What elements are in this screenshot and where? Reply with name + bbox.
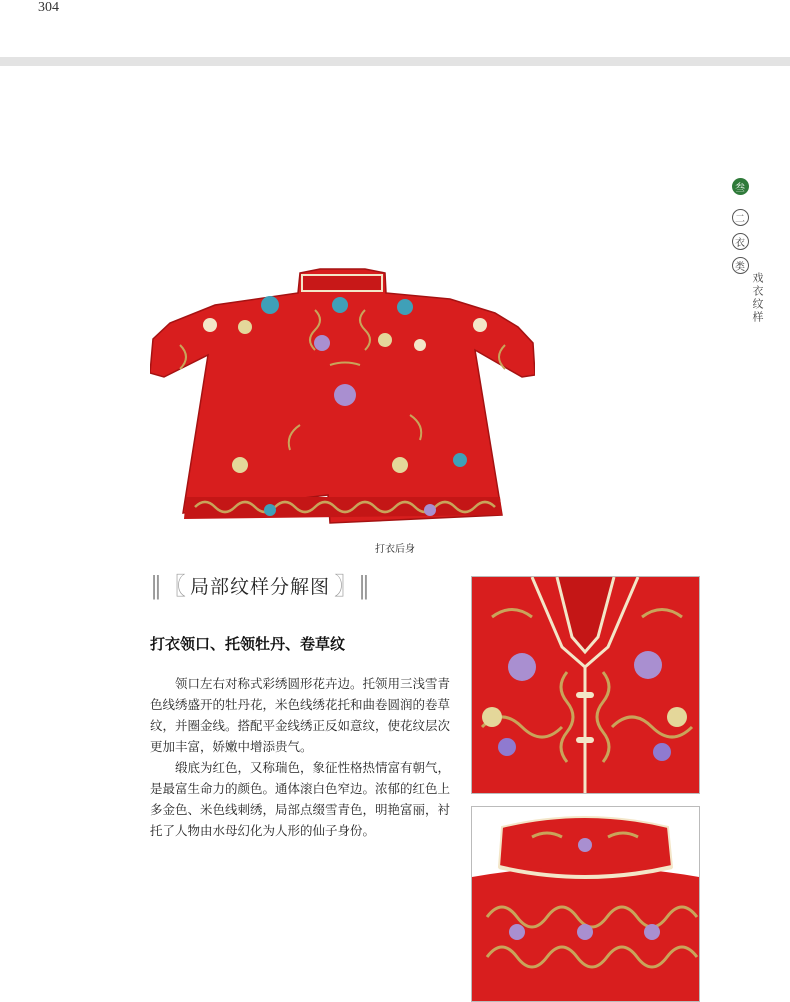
sub-heading: 打衣领口、托领牡丹、卷草纹 [150,635,346,653]
chapter-badge: 叁 [732,178,749,195]
detail-photo-collar-back [471,806,700,1002]
chapter-circle-3: 类 [732,257,749,274]
heading-left-bracket: ‖〖 [150,571,186,600]
body-text [150,673,450,841]
heading-text: 局部纹样分解图 [190,576,331,598]
paragraph-2: 缎底为红色，又称瑞色，象征性格热情富有朝气，是最富生命力的颜色。通体滚白色窄边。浓郁的红色上多金色、米色线刺绣，局部点缀雪青色，明艳富丽，衬托了人物由水母幻化为人形的仙子身份。 [150,760,451,838]
figure-caption: 打衣后身 [375,544,415,555]
heading-right-bracket: 〗‖ [334,571,371,600]
paragraph-1: 领口左右对称式彩绣圆形花卉边。托领用三浅雪青色线绣盛开的牡丹花，米色线绣花托和曲卷圆润的卷草纹，并圈金线。搭配平金线绣正反如意纹，使花纹层次更加丰富，娇嫩中增添贵气。 [150,676,451,754]
garment-back-photo [150,265,535,527]
chapter-circle-1: 二 [732,209,749,226]
chapter-side-title: 戏衣纹样 [751,272,764,324]
detail-photo-collar-front [471,576,700,794]
section-heading [150,572,370,599]
chapter-circle-2: 衣 [732,233,749,250]
page-number: 304 [38,0,59,15]
collar [302,275,382,291]
chapter-marker [730,178,750,281]
header-band [0,57,790,66]
